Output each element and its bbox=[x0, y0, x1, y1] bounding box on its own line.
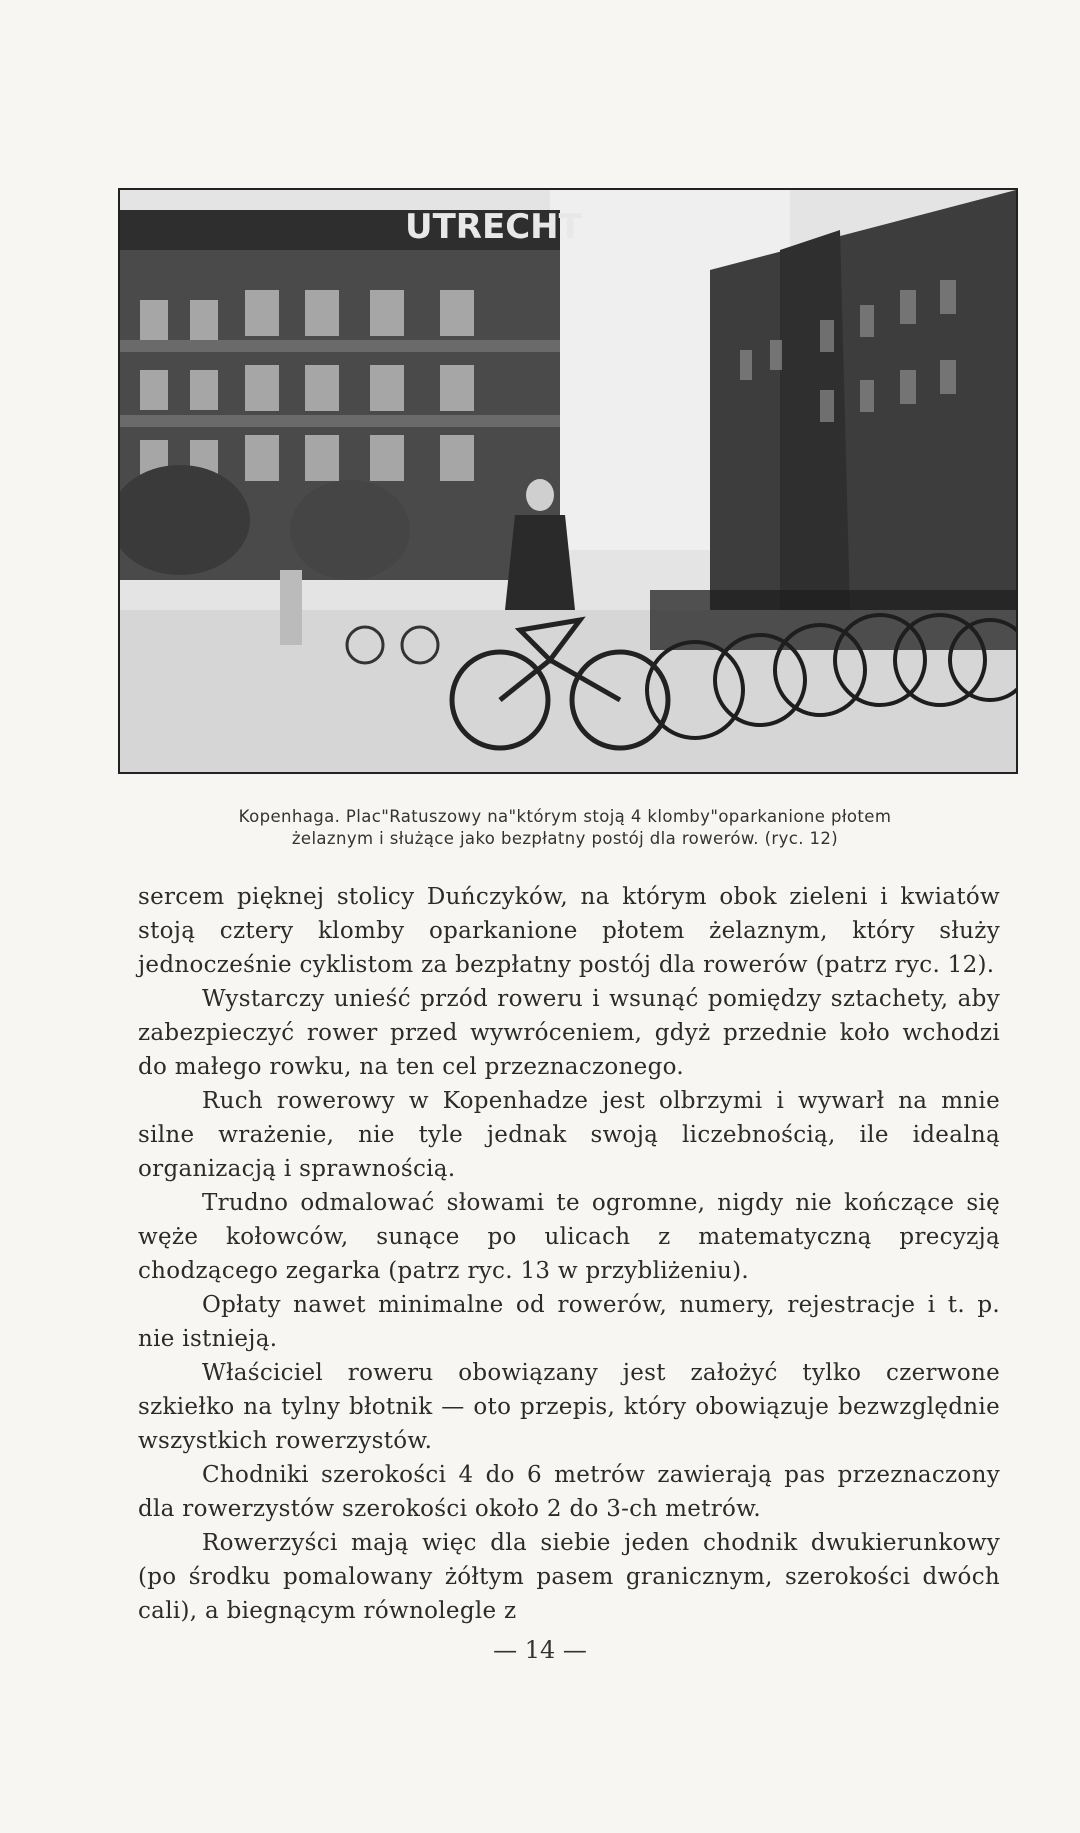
figure-caption bbox=[150, 806, 980, 850]
paragraph-5: Opłaty nawet minimalne od rowerów, numery, rejestracje i t. p. nie istnieją. bbox=[138, 1292, 1000, 1352]
paragraph-4: Trudno odmalować słowami te ogromne, nigdy nie kończące się węże kołowców, sunące po ulicach z matematyczną precyzją chodzącego zegarka (patrz ryc. 13 w przybliżeniu). bbox=[138, 1190, 1000, 1284]
caption-line-2: żelaznym i służące jako bezpłatny postój dla rowerów. (ryc. 12) bbox=[291, 829, 839, 848]
paragraph-1: sercem pięknej stolicy Duńczyków, na którym obok zieleni i kwiatów stoją cztery klomby oparkanione płotem żelaznym, który służy jednocześnie cyklistom za bezpłatny postój dla rowerów (patrz ryc. 12). bbox=[138, 884, 1000, 978]
paragraph-3: Ruch rowerowy w Kopenhadze jest olbrzymi i wywarł na mnie silne wrażenie, nie tyle jednak swoją liczebnością, ile idealną organizacją i sprawnością. bbox=[138, 1088, 1000, 1182]
page-number: — 14 — bbox=[493, 1636, 587, 1664]
photo-drawing bbox=[120, 190, 1016, 772]
caption-line-1: Kopenhaga. Plac"Ratuszowy na"którym stoją 4 klomby"oparkanione płotem bbox=[238, 807, 892, 826]
paragraph-7: Chodniki szerokości 4 do 6 metrów zawierają pas przeznaczony dla rowerzystów szerokości około 2 do 3-ch metrów. bbox=[138, 1462, 1000, 1522]
paragraph-8: Rowerzyści mają więc dla siebie jeden chodnik dwukierunkowy (po środku pomalowany żółtym pasem granicznym, szerokości dwóch cali), a biegnącym równolegle z bbox=[138, 1530, 1000, 1624]
street-photo bbox=[118, 188, 1018, 774]
sign-utrecht: UTRECHT bbox=[405, 207, 582, 247]
body-text bbox=[138, 880, 1000, 1628]
paragraph-6: Właściciel roweru obowiązany jest założyć tylko czerwone szkiełko na tylny błotnik — oto przepis, który obowiązuje bezwzględnie wszystkich rowerzystów. bbox=[138, 1360, 1000, 1454]
paragraph-2: Wystarczy unieść przód roweru i wsunąć pomiędzy sztachety, aby zabezpieczyć rower przed wywróceniem, gdyż przednie koło wchodzi do małego rowku, na ten cel przeznaczonego. bbox=[138, 986, 1000, 1080]
